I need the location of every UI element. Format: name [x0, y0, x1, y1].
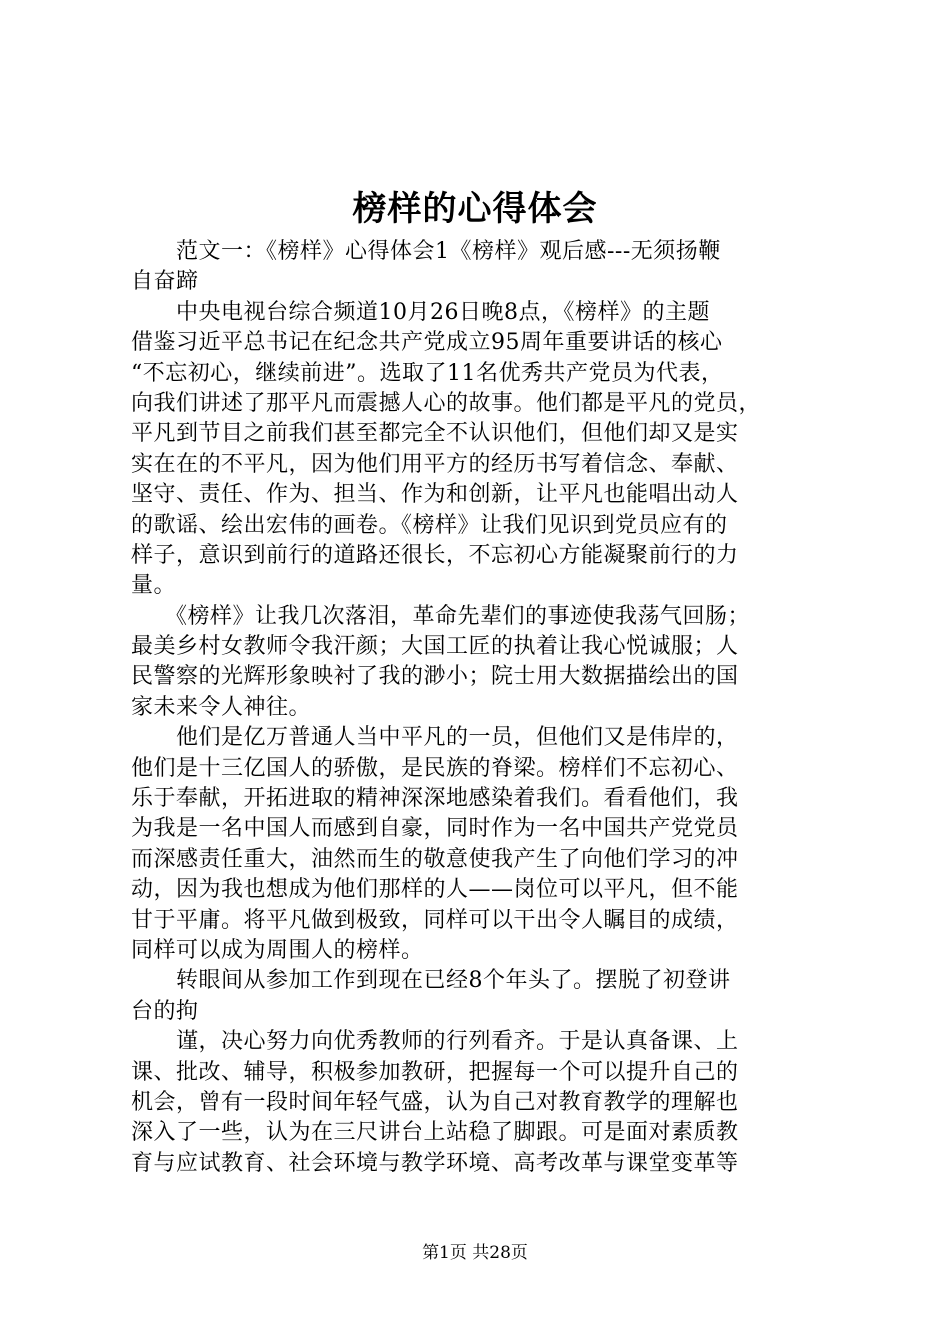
text-line: “不忘初心，继续前进”。选取了11名优秀共产党员为代表， [131, 360, 724, 386]
text-line: 机会，曾有一段时间年轻气盛，认为自己对教育教学的理解也 [131, 1089, 739, 1115]
text-line: 中央电视台综合频道10月26日晚8点，《榜样》的主题 [131, 299, 710, 325]
text-line: 坚守、责任、作为、担当、作为和创新，让平凡也能唱出动人 [131, 482, 739, 508]
text-line: 他们是十三亿国人的骄傲，是民族的脊梁。榜样们不忘初心、 [131, 755, 739, 781]
text-line: 台的拘 [131, 998, 199, 1024]
text-line: 乐于奉献，开拓进取的精神深深地感染着我们。看看他们，我 [131, 786, 739, 812]
text-line: 同样可以成为周围人的榜样。 [131, 937, 424, 963]
text-line: 他们是亿万普通人当中平凡的一员，但他们又是伟岸的， [131, 725, 739, 751]
text-line: 《榜样》让我几次落泪，革命先辈们的事迹使我荡气回肠； [131, 603, 751, 629]
text-line: 而深感责任重大，油然而生的敬意使我产生了向他们学习的冲 [131, 846, 739, 872]
text-line: 深入了一些，认为在三尺讲台上站稳了脚跟。可是面对素质教 [131, 1120, 739, 1146]
text-line: 甘于平庸。将平凡做到极致，同样可以干出令人瞩目的成绩， [131, 907, 739, 933]
text-line: 课、批改、辅导，积极参加教研，把握每一个可以提升自己的 [131, 1059, 739, 1085]
text-line: 最美乡村女教师令我汗颜；大国工匠的执着让我心悦诚服；人 [131, 634, 739, 660]
text-line: 的歌谣、绘出宏伟的画卷。《榜样》让我们见识到党员应有的 [131, 512, 728, 538]
text-line: 样子，意识到前行的道路还很长，不忘初心方能凝聚前行的力 [131, 542, 739, 568]
text-line: 平凡到节目之前我们甚至都完全不认识他们，但他们却又是实 [131, 421, 739, 447]
text-line: 向我们讲述了那平凡而震撼人心的故事。他们都是平凡的党员， [131, 390, 762, 416]
text-line: 谨，决心努力向优秀教师的行列看齐。于是认真备课、上 [131, 1029, 739, 1055]
text-line: 民警察的光辉形象映衬了我的渺小；院士用大数据描绘出的国 [131, 664, 739, 690]
text-line: 家未来令人神往。 [131, 694, 312, 720]
text-line: 育与应试教育、社会环境与教学环境、高考改革与课堂变革等 [131, 1150, 739, 1176]
page-number-footer: 第1页 共28页 [422, 1243, 528, 1263]
text-line: 为我是一名中国人而感到自豪，同时作为一名中国共产党党员 [131, 816, 739, 842]
text-line: 转眼间从参加工作到现在已经8个年头了。摆脱了初登讲 [131, 968, 731, 994]
text-line: 动，因为我也想成为他们那样的人——岗位可以平凡，但不能 [131, 877, 739, 903]
document-body [131, 237, 831, 1179]
text-line: 量。 [131, 573, 177, 599]
text-line: 范文一：《榜样》心得体会1《榜样》观后感---无须扬鞭 [131, 239, 721, 264]
text-line: 借鉴习近平总书记在纪念共产党成立95周年重要讲话的核心 [131, 330, 723, 356]
text-line: 自奋蹄 [131, 269, 199, 295]
document-title: 榜样的心得体会 [352, 189, 598, 229]
text-line: 实在在的不平凡，因为他们用平方的经历书写着信念、奉献、 [131, 451, 739, 477]
